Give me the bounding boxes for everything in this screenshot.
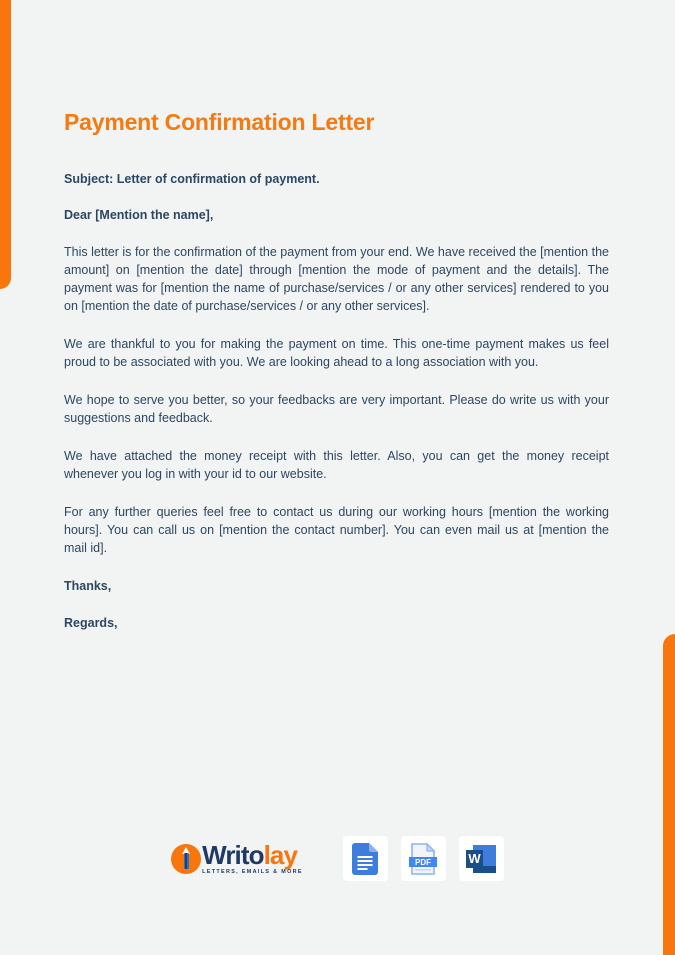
letter-paragraph: For any further queries feel free to contact us during our working hours [mention the working hours]. You can call us on [mention the contact number]. You can even mail us at [mention the mail id]. bbox=[64, 505, 609, 555]
decorative-bar-right bbox=[663, 634, 675, 955]
word-label: W bbox=[468, 850, 481, 866]
decorative-bar-left bbox=[0, 0, 11, 289]
download-google-docs-button[interactable] bbox=[343, 836, 388, 881]
letter-paragraph: We have attached the money receipt with this letter. Also, you can get the money receipt whenever you log in with your id to our website. bbox=[64, 449, 609, 481]
letter-paragraph: This letter is for the confirmation of the payment from your end. We have received the [mention the amount] on [mention the date] through [mention the mode of payment and the details]. The payment was for [mention the name of purchase/services / or any other services] rendered to you on [mention the date of purchase/services / or any other services]. bbox=[64, 245, 609, 313]
page-title: Payment Confirmation Letter bbox=[64, 109, 375, 135]
pencil-circle-icon bbox=[171, 844, 201, 874]
pdf-label: PDF bbox=[415, 857, 432, 867]
logo-wordmark bbox=[202, 839, 303, 870]
letter-sheet bbox=[64, 0, 609, 631]
download-word-button[interactable] bbox=[459, 836, 504, 881]
footer bbox=[0, 836, 675, 881]
letter-salutation: Dear [Mention the name], bbox=[64, 208, 214, 222]
logo-name-accent: lay bbox=[263, 839, 298, 870]
letter-regards: Regards, bbox=[64, 616, 118, 630]
pdf-icon bbox=[409, 843, 437, 875]
letter-paragraph: We are thankful to you for making the payment on time. This one-time payment makes us feel proud to be associated with you. We are looking ahead to a long association with you. bbox=[64, 337, 609, 369]
logo-name-primary: Writo bbox=[202, 839, 264, 870]
letter-thanks: Thanks, bbox=[64, 579, 112, 593]
logo-tagline: LETTERS, EMAILS & MORE bbox=[202, 868, 303, 875]
letter-subject: Subject: Letter of confirmation of payment. bbox=[64, 172, 320, 186]
google-docs-icon bbox=[352, 843, 378, 875]
download-pdf-button[interactable] bbox=[401, 836, 446, 881]
writolay-logo[interactable] bbox=[171, 839, 303, 875]
word-icon bbox=[465, 844, 497, 874]
letter-paragraph: We hope to serve you better, so your feedbacks are very important. Please do write us with your suggestions and feedback. bbox=[64, 393, 609, 425]
